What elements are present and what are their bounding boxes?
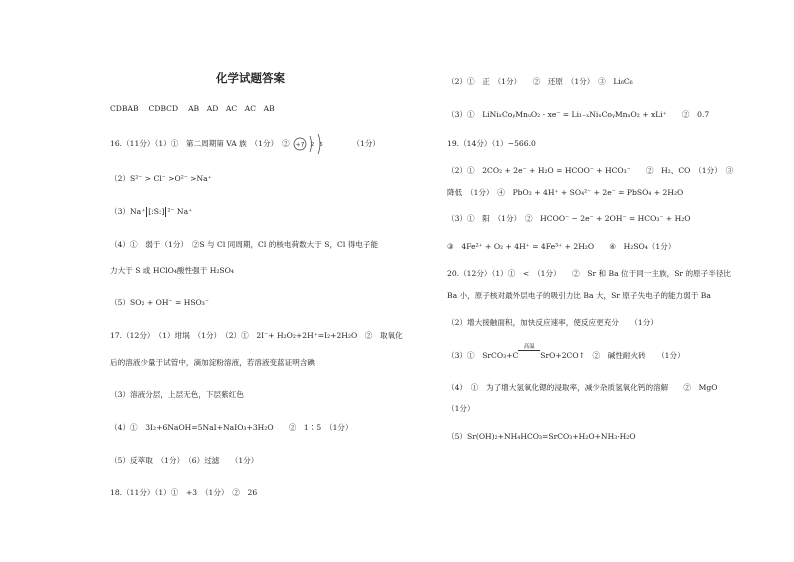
reaction-condition: 高温 <box>518 344 540 351</box>
q17-line1: 17.（12分） （1）坩埚 （1分） （2）① 2I⁻+ H₂O₂+2H⁺=I₂+2H₂O ② 取氧化 <box>110 331 403 340</box>
mc-answers: CDBAB CDBCD AB AD AC AC AB <box>110 104 275 113</box>
reaction-arrow <box>518 344 540 361</box>
atom-structure-diagram <box>292 139 342 149</box>
q19-line1: 19.（14分）（1）−566.0 <box>447 139 536 148</box>
q20-line3: （2）增大接触面积，加快反应速率，使反应更充分 （1分） <box>447 318 658 327</box>
q16-line4: （4）① 弱于（1分） ②S 与 Cl 同周期，Cl 的核电荷数大于 S，Cl 得电子能 <box>110 240 379 249</box>
q17-line5: （5）反萃取 （1分） （6）过滤 （1分） <box>110 456 259 465</box>
electron-formula-na: （3）Na⁺ <box>110 207 146 216</box>
q20-line1: 20.（12分）（1）① < （1分） ② Sr 和 Ba 位于同一主族，Sr 的原子半径比 <box>447 269 732 278</box>
q16-line1 <box>110 139 380 149</box>
atom-structure-icon <box>292 133 342 155</box>
q20-eq-left: （3）① SrCO₃+C <box>447 351 519 360</box>
q17-line2: 后的溶液少量于试管中，滴加淀粉溶液，若溶液变蓝证明含碘 <box>110 358 316 367</box>
q19-line4: （3）① 阳 （1分） ② HCOO⁻ − 2e⁻ + 2OH⁻ = HCO₃⁻ + H₂O <box>447 214 691 223</box>
q20-line7: （5）Sr(OH)₂+NH₄HCO₃=SrCO₃+H₂O+NH₃·H₂O <box>447 432 636 441</box>
atom-shell-2: 5 <box>319 142 323 148</box>
q17-line4: （4）① 3I₂+6NaOH=5NaI+NaIO₃+3H₂O ② 1∶5 （1分） <box>110 423 353 432</box>
electron-formula-s: [:S:] <box>148 207 165 216</box>
q16-line3 <box>110 207 192 217</box>
q18-line1: 18.（11分）（1）① +3 （1分） ② 26 <box>110 488 258 497</box>
q19-line2: （2）① 2CO₂ + 2e⁻ + H₂O = HCOO⁻ + HCO₃⁻ ② H₂、CO （1分） ③ <box>447 166 734 175</box>
q17-line3: （3）溶液分层，上层无色，下层紫红色 <box>110 390 244 399</box>
q16-score: （1分） <box>352 139 381 148</box>
page-title: 化学试题答案 <box>216 71 285 85</box>
q20-line4 <box>447 344 685 361</box>
atom-shell-1: 2 <box>310 142 315 148</box>
q20-line5: （4） ① 为了增大氢氧化锶的浸取率，减少杂质氢氧化钙的溶解 ② MgO <box>447 383 718 392</box>
q16-line5: 力大于 S 或 HClO₄酸性强于 H₂SO₄ <box>110 266 234 275</box>
q16-head: 16.（11分）（1）① 第二周期第 VA 族 （1分） ② <box>110 139 290 148</box>
electron-formula-tail: ²⁻ Na⁺ <box>167 207 193 216</box>
q20-line2: Ba 小，原子核对最外层电子的吸引力比 Ba 大，Sr 原子失电子的能力弱于 Ba <box>447 291 711 300</box>
q16-line2: （2）S²⁻ > Cl⁻ >O²⁻ >Na⁺ <box>110 174 212 183</box>
atom-nucleus: +7 <box>295 141 305 149</box>
q18-line2: （2）① 正 （1分） ② 还原 （1分） ③ Li₆C₆ <box>447 77 633 86</box>
q20-eq-right: SrO+2CO↑ ② 碱性耐火砖 （1分） <box>540 351 685 360</box>
q20-line6: （1分） <box>447 404 475 413</box>
q18-line3: （3）① LiNiₓCoᵧMnᵤO₂ - xe⁻ = Li₁₋ₓNiₓCoᵧMnᵤO₂ + xLi⁺ ② 0.7 <box>447 110 710 119</box>
q19-line5: ③ 4Fe²⁺ + O₂ + 4H⁺ = 4Fe³⁺ + 2H₂O ④ H₂SO₄（1分） <box>447 242 676 251</box>
q16-line6: （5）SO₂ + OH⁻ = HSO₃⁻ <box>110 298 209 307</box>
q19-line3: 降低 （1分） ④ PbO₂ + 4H⁺ + SO₄²⁻ + 2e⁻ = PbSO₄ + 2H₂O <box>447 188 684 197</box>
